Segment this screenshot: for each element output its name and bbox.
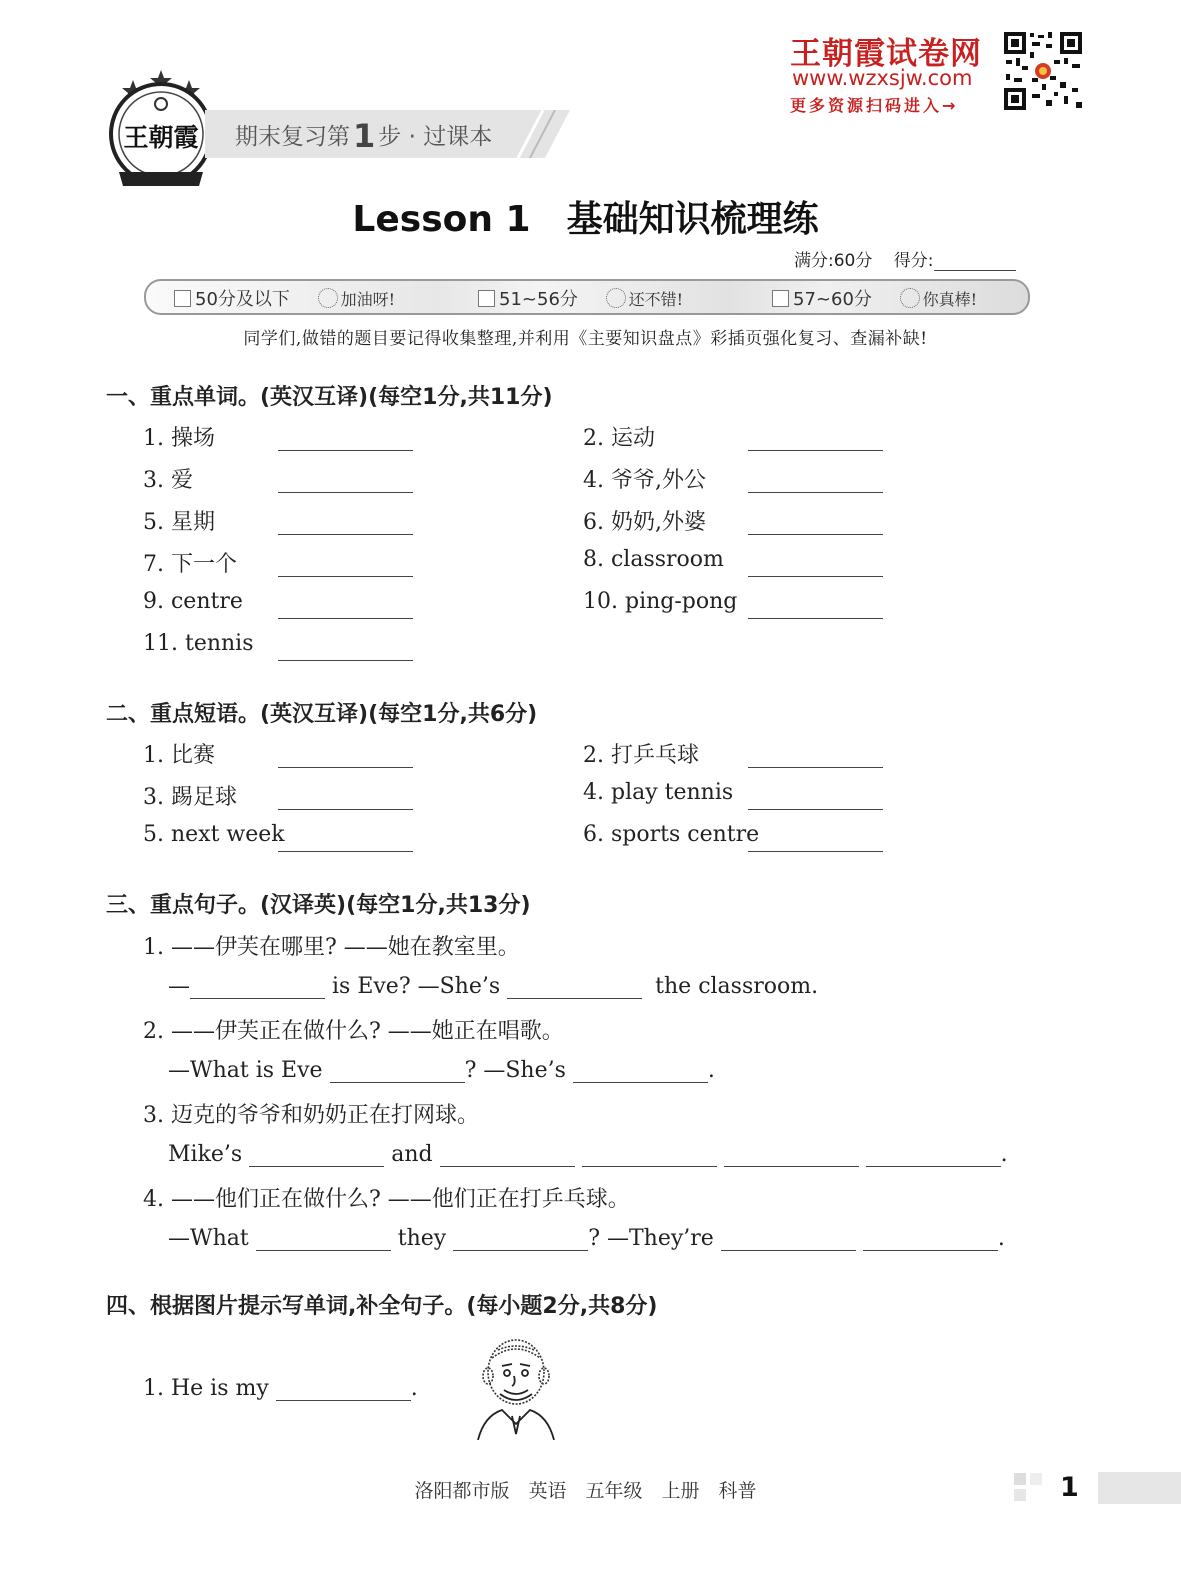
answer-blank[interactable] [278, 466, 413, 493]
answer-blank[interactable] [866, 1140, 1001, 1167]
answer-blank[interactable] [278, 592, 413, 619]
answer-blank[interactable] [748, 592, 883, 619]
question-en: —What is Eve ? —She’s . [168, 1058, 715, 1083]
word-item: 11. tennis [143, 631, 254, 656]
rating-checkbox[interactable] [772, 290, 789, 307]
word-item: 6. 奶奶,外婆 [583, 510, 706, 535]
word-item: 5. 星期 [143, 510, 215, 535]
phrase-item: 1. 比赛 [143, 743, 215, 768]
answer-blank[interactable] [278, 508, 413, 535]
question-cn: 2. ——伊芙正在做什么? ——她正在唱歌。 [143, 1019, 564, 1044]
footer-edition: 洛阳都市版 英语 五年级 上册 科普 [414, 1480, 757, 1502]
word-item: 1. 操场 [143, 426, 215, 451]
answer-blank[interactable] [724, 1140, 859, 1167]
question-en: Mike’s and . [168, 1142, 1008, 1167]
rating-item: 57~60分 你真棒! [772, 285, 977, 311]
answer-blank[interactable] [249, 1140, 384, 1167]
word-item: 9. centre [143, 589, 243, 614]
got-score-label: 得分: [893, 251, 934, 271]
section2-heading: 二、重点短语。(英汉互译)(每空1分,共6分) [106, 702, 538, 727]
answer-blank[interactable] [276, 1374, 411, 1401]
answer-blank[interactable] [721, 1224, 856, 1251]
answer-blank[interactable] [278, 550, 413, 577]
answer-blank[interactable] [748, 466, 883, 493]
full-score: 满分:60分 [794, 251, 873, 271]
answer-blank[interactable] [863, 1224, 998, 1251]
phrase-item: 2. 打乒乓球 [583, 743, 699, 768]
answer-blank[interactable] [507, 972, 642, 999]
word-item: 4. 爷爷,外公 [583, 468, 706, 493]
word-item: 10. ping-pong [583, 589, 738, 614]
phrase-item: 6. sports centre [583, 822, 760, 847]
word-item: 3. 爱 [143, 468, 193, 493]
banner-prefix: 期末复习第 [235, 124, 350, 150]
question-cn: 4. ——他们正在做什么? ——他们正在打乒乓球。 [143, 1187, 630, 1212]
logo-text: 王朝霞 [123, 123, 199, 152]
answer-blank[interactable] [748, 825, 883, 852]
answer-blank[interactable] [582, 1140, 717, 1167]
banner [205, 110, 570, 158]
smile-icon [900, 288, 920, 308]
word-item: 2. 运动 [583, 426, 655, 451]
score-line [794, 246, 1016, 271]
brand-logo [105, 68, 217, 192]
answer-blank[interactable] [190, 972, 325, 999]
answer-blank[interactable] [748, 508, 883, 535]
rating-bar [144, 279, 1030, 315]
answer-blank[interactable] [278, 424, 413, 451]
section3-heading: 三、重点句子。(汉译英)(每空1分,共13分) [106, 893, 531, 918]
question-cn: 1. ——伊芙在哪里? ——她在教室里。 [143, 935, 520, 960]
answer-blank[interactable] [256, 1224, 391, 1251]
answer-blank[interactable] [748, 550, 883, 577]
question-en: —What they ? —They’re . [168, 1226, 1005, 1251]
rating-item: 50分及以下 加油呀! [174, 285, 395, 311]
word-item: 8. classroom [583, 547, 724, 572]
answer-blank[interactable] [440, 1140, 575, 1167]
page-number: 1 [1060, 1472, 1079, 1503]
phrase-item: 4. play tennis [583, 780, 734, 805]
answer-blank[interactable] [330, 1056, 465, 1083]
qr-code[interactable] [1002, 30, 1084, 112]
word-item: 7. 下一个 [143, 552, 237, 577]
brand-url[interactable]: www.wzxsjw.com [792, 66, 973, 90]
rating-checkbox[interactable] [478, 290, 495, 307]
answer-blank[interactable] [748, 424, 883, 451]
question-en: — is Eve? —She’s the classroom. [168, 974, 819, 999]
question-en: 1. He is my . [143, 1376, 418, 1401]
scan-hint: 更多资源扫码进入→ [790, 96, 959, 115]
phrase-item: 3. 踢足球 [143, 785, 237, 810]
grandfather-illustration [470, 1336, 560, 1440]
smile-icon [318, 288, 338, 308]
banner-step: 1 [353, 117, 376, 155]
section1-heading: 一、重点单词。(英汉互译)(每空1分,共11分) [106, 385, 553, 410]
page-title: Lesson 1 基础知识梳理练 [352, 199, 819, 240]
rating-item: 51~56分 还不错! [478, 285, 683, 311]
phrase-item: 5. next week [143, 822, 285, 847]
tip-text: 同学们,做错的题目要记得收集整理,并利用《主要知识盘点》彩插页强化复习、查漏补缺! [243, 329, 928, 349]
answer-blank[interactable] [748, 783, 883, 810]
answer-blank[interactable] [278, 825, 413, 852]
answer-blank[interactable] [278, 741, 413, 768]
answer-blank[interactable] [748, 741, 883, 768]
section4-heading: 四、根据图片提示写单词,补全句子。(每小题2分,共8分) [106, 1294, 658, 1319]
answer-blank[interactable] [278, 634, 413, 661]
banner-suffix: 步 · 过课本 [378, 124, 493, 150]
question-cn: 3. 迈克的爷爷和奶奶正在打网球。 [143, 1103, 479, 1128]
answer-blank[interactable] [278, 783, 413, 810]
answer-blank[interactable] [573, 1056, 708, 1083]
rating-checkbox[interactable] [174, 290, 191, 307]
brand-site-name: 王朝霞试卷网 [790, 36, 982, 72]
page-number-bar [1098, 1472, 1181, 1504]
answer-blank[interactable] [453, 1224, 588, 1251]
page-corner-marks [1014, 1473, 1044, 1503]
got-score-blank[interactable] [934, 250, 1016, 271]
smile-icon [606, 288, 626, 308]
